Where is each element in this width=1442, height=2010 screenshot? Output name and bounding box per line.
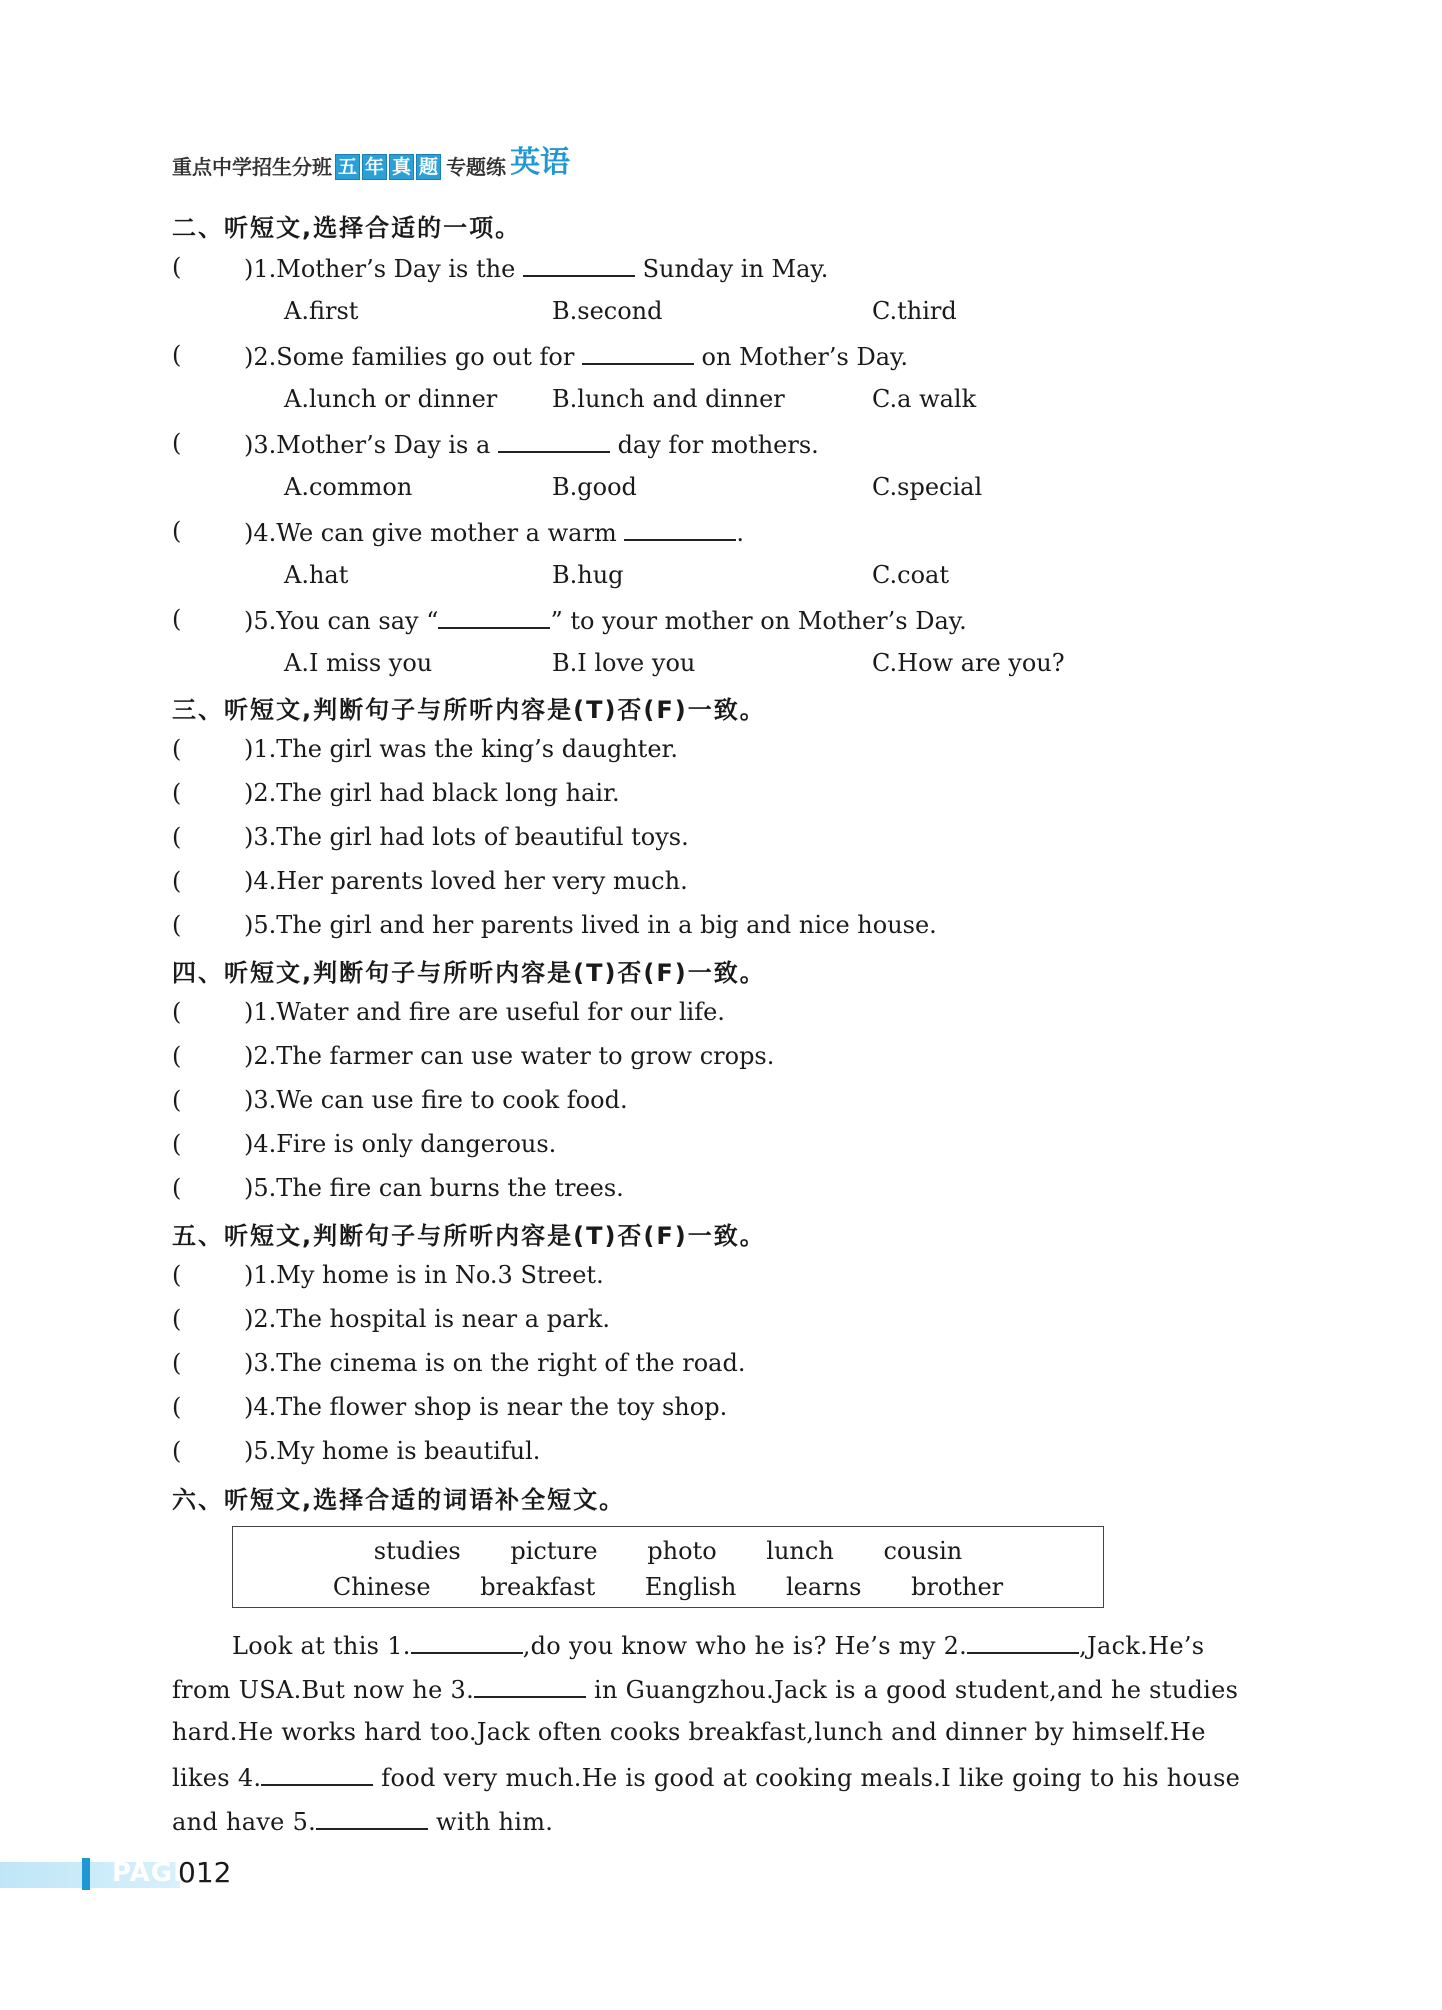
answer-blank[interactable] [261, 1762, 373, 1786]
passage-text: and have 5. [172, 1808, 317, 1836]
header-subject: 英语 [510, 145, 571, 180]
answer-blank[interactable] [438, 605, 550, 629]
question-text: day for mothers. [609, 431, 819, 459]
question-text: )5.You can say “ [244, 607, 439, 635]
word-option[interactable]: photo [647, 1537, 717, 1565]
question-text: on Mother’s Day. [693, 343, 909, 371]
option-a[interactable]: A.I miss you [284, 649, 433, 677]
question-text: )1.Mother’s Day is the [244, 255, 523, 283]
passage-text: likes 4. [172, 1764, 262, 1792]
book-header [172, 140, 570, 180]
question-text: . [736, 519, 744, 547]
answer-paren[interactable]: ( [172, 867, 182, 895]
answer-paren[interactable]: ( [172, 1174, 182, 1202]
question-text: )3.Mother’s Day is a [244, 431, 498, 459]
word-option[interactable]: picture [510, 1537, 598, 1565]
page-label: PAGE [112, 1858, 192, 1888]
statement: )3.The cinema is on the right of the road. [244, 1349, 746, 1377]
passage-line [172, 1806, 553, 1836]
option-c[interactable]: C.coat [872, 561, 949, 589]
option-a[interactable]: A.lunch or dinner [284, 385, 498, 413]
option-b[interactable]: B.I love you [552, 649, 696, 677]
question-5 [244, 605, 967, 635]
answer-paren[interactable]: ( [172, 1130, 182, 1158]
answer-blank[interactable] [316, 1806, 428, 1830]
answer-blank[interactable] [474, 1674, 586, 1698]
passage-line [172, 1762, 1240, 1792]
word-option[interactable]: learns [785, 1573, 862, 1601]
answer-blank[interactable] [967, 1630, 1079, 1654]
answer-paren[interactable]: ( [172, 1086, 182, 1114]
answer-blank[interactable] [523, 253, 635, 277]
option-a[interactable]: A.first [284, 297, 359, 325]
word-option[interactable]: breakfast [480, 1573, 596, 1601]
word-bank-row [233, 1573, 1103, 1601]
passage-line [232, 1630, 1204, 1660]
option-a[interactable]: A.hat [284, 561, 349, 589]
header-middle: 专题练 [446, 155, 507, 179]
option-b[interactable]: B.lunch and dinner [552, 385, 785, 413]
page-number: 012 [178, 1856, 232, 1889]
statement: )5.The fire can burns the trees. [244, 1174, 624, 1202]
statement: )1.My home is in No.3 Street. [244, 1261, 604, 1289]
question-text: Sunday in May. [634, 255, 829, 283]
passage-text: Look at this 1. [232, 1632, 411, 1660]
option-c[interactable]: C.How are you? [872, 649, 1065, 677]
answer-paren[interactable]: ( [172, 1437, 182, 1465]
option-b[interactable]: B.good [552, 473, 637, 501]
header-box: 题 [416, 154, 441, 180]
word-bank [232, 1526, 1104, 1608]
word-option[interactable]: Chinese [332, 1573, 431, 1601]
passage-text: ,do you know who he is? He’s my 2. [522, 1632, 968, 1660]
answer-paren[interactable]: ( [172, 779, 182, 807]
option-b[interactable]: B.hug [552, 561, 624, 589]
answer-paren[interactable]: ( [172, 911, 182, 939]
statement: )1.Water and fire are useful for our life. [244, 998, 725, 1026]
option-a[interactable]: A.common [284, 473, 413, 501]
question-text: )4.We can give mother a warm [244, 519, 625, 547]
section-6-title: 六、听短文,选择合适的词语补全短文。 [172, 1486, 626, 1514]
passage-line: hard.He works hard too.Jack often cooks breakfast,lunch and dinner by himself.He [172, 1718, 1206, 1746]
header-boxes [335, 154, 443, 180]
section-2-title: 二、听短文,选择合适的一项。 [172, 214, 522, 242]
statement: )2.The farmer can use water to grow crops. [244, 1042, 775, 1070]
answer-paren[interactable]: ( [172, 1393, 182, 1421]
passage-text: food very much.He is good at cooking meals.I like going to his house [373, 1764, 1241, 1792]
word-option[interactable]: English [644, 1573, 737, 1601]
passage-text: in Guangzhou.Jack is a good student,and he studies [586, 1676, 1239, 1704]
statement: )3.The girl had lots of beautiful toys. [244, 823, 689, 851]
answer-paren[interactable]: ( [172, 998, 182, 1026]
question-2 [244, 341, 908, 371]
statement: )5.The girl and her parents lived in a big and nice house. [244, 911, 937, 939]
answer-paren[interactable]: ( [172, 1305, 182, 1333]
question-3 [244, 429, 819, 459]
passage-text: from USA.But now he 3. [172, 1676, 475, 1704]
page-footer-mark [82, 1858, 90, 1890]
header-box: 年 [362, 154, 387, 180]
header-box: 真 [389, 154, 414, 180]
answer-paren[interactable]: ( [172, 1261, 182, 1289]
answer-paren[interactable]: ( [172, 1349, 182, 1377]
statement: )5.My home is beautiful. [244, 1437, 541, 1465]
section-3-title: 三、听短文,判断句子与所听内容是(T)否(F)一致。 [172, 696, 766, 724]
question-1 [244, 253, 828, 283]
passage-line [172, 1674, 1238, 1704]
answer-paren[interactable]: ( [172, 341, 182, 369]
word-bank-row [233, 1537, 1103, 1565]
statement: )1.The girl was the king’s daughter. [244, 735, 678, 763]
word-option[interactable]: studies [373, 1537, 461, 1565]
statement: )2.The girl had black long hair. [244, 779, 620, 807]
section-4-title: 四、听短文,判断句子与所听内容是(T)否(F)一致。 [172, 959, 766, 987]
statement: )4.The flower shop is near the toy shop. [244, 1393, 728, 1421]
statement: )4.Her parents loved her very much. [244, 867, 688, 895]
statement: )3.We can use fire to cook food. [244, 1086, 628, 1114]
question-4 [244, 517, 744, 547]
word-option[interactable]: lunch [766, 1537, 834, 1565]
statement: )2.The hospital is near a park. [244, 1305, 611, 1333]
option-c[interactable]: C.third [872, 297, 957, 325]
word-option[interactable]: brother [911, 1573, 1004, 1601]
question-text: )2.Some families go out for [244, 343, 582, 371]
option-c[interactable]: C.special [872, 473, 983, 501]
answer-paren[interactable]: ( [172, 253, 182, 281]
answer-blank[interactable] [498, 429, 610, 453]
option-c[interactable]: C.a walk [872, 385, 977, 413]
answer-paren[interactable]: ( [172, 1042, 182, 1070]
statement: )4.Fire is only dangerous. [244, 1130, 557, 1158]
answer-paren[interactable]: ( [172, 605, 182, 633]
question-text: ” to your mother on Mother’s Day. [550, 607, 967, 635]
section-5-title: 五、听短文,判断句子与所听内容是(T)否(F)一致。 [172, 1222, 766, 1250]
answer-blank[interactable] [411, 1630, 523, 1654]
passage-text: ,Jack.He’s [1079, 1632, 1205, 1660]
option-b[interactable]: B.second [552, 297, 663, 325]
header-box: 五 [335, 154, 360, 180]
passage-text: with him. [428, 1808, 554, 1836]
answer-blank[interactable] [582, 341, 694, 365]
word-option[interactable]: cousin [883, 1537, 963, 1565]
answer-paren[interactable]: ( [172, 823, 182, 851]
answer-blank[interactable] [624, 517, 736, 541]
header-prefix: 重点中学招生分班 [172, 155, 332, 179]
answer-paren[interactable]: ( [172, 517, 182, 545]
answer-paren[interactable]: ( [172, 735, 182, 763]
answer-paren[interactable]: ( [172, 429, 182, 457]
